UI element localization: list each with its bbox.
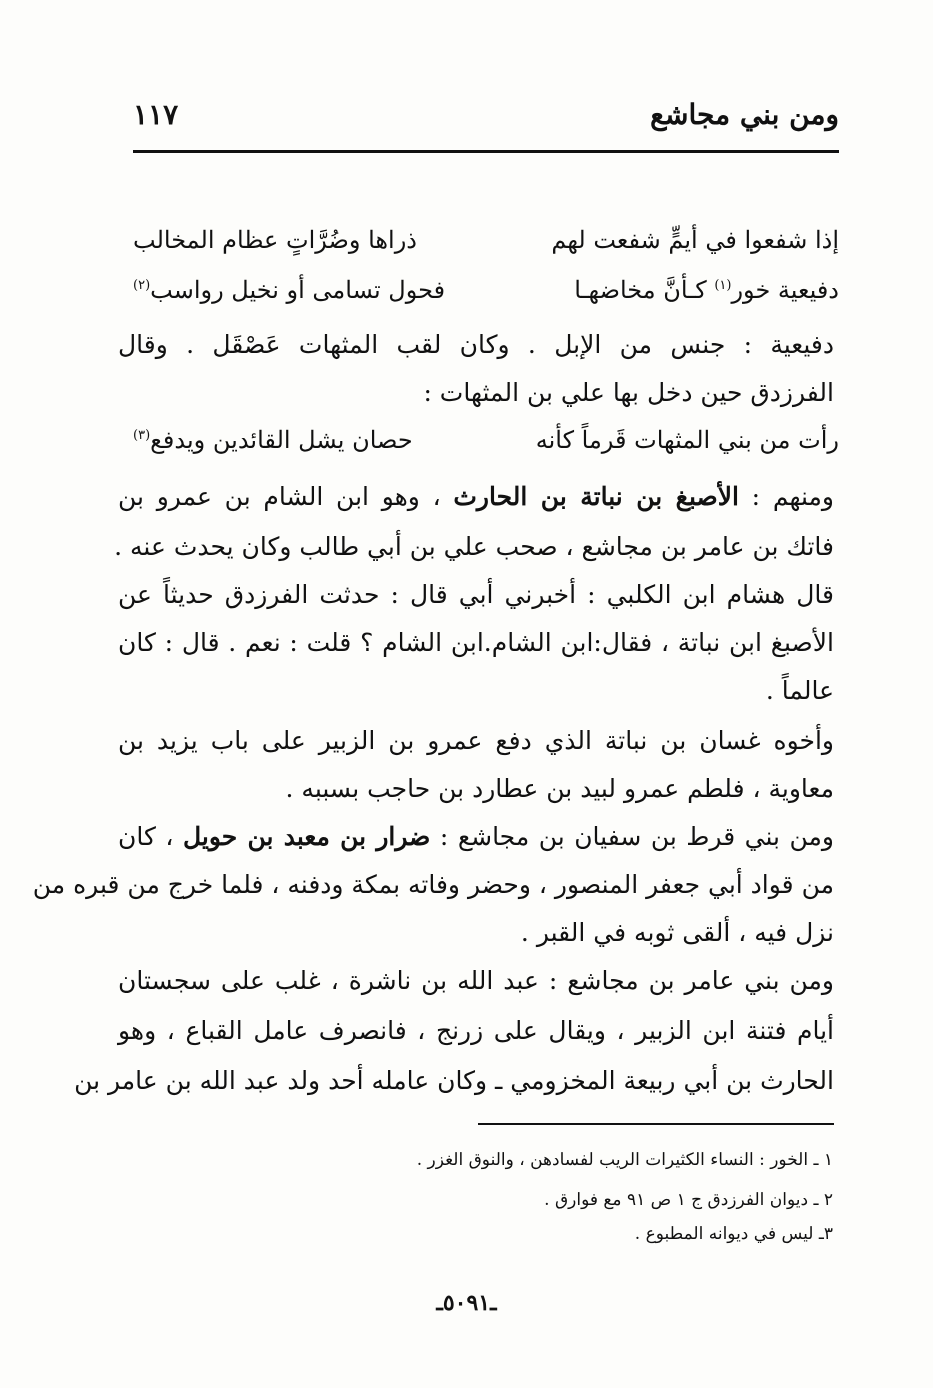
para2-line5: عالماً . [765,676,834,705]
header-page-number: ١١٧ [133,98,179,131]
verse-line-1 [133,226,839,266]
para1-line1: دفيعية : جنس من الإبل . وكان لقب المثهات عَصْقَل . وقال [118,330,834,359]
para4-lead: ومن بني قرط بن سفيان بن مجاشع : [430,822,835,851]
verse-2-second-hemistich [133,276,445,304]
para2-rest: ، وهو ابن الشام بن عمرو بن [118,482,454,511]
header-title: ومن بني مجاشع [650,98,839,131]
person-name-asbagh: الأصبغ بن نباتة بن الحارث [453,482,739,511]
para2-line4: الأصبغ ابن نباتة ، فقال:ابن الشام.ابن الشام ؟ قلت : نعم . قال : كان [118,628,834,657]
para5-line2: أيام فتنة ابن الزبير ، ويقال على زرنج ، فانصرف عامل القباع ، وهو [118,1016,834,1045]
verse-2-text-c: فحول تسامى أو نخيل رواسب [150,276,446,304]
para4-line2: من قواد أبي جعفر المنصور ، وحضر وفاته بمكة ودفنه ، فلما خرج من قبره من [32,870,834,899]
para4-rest: ، كان [118,822,183,851]
verse-3-text: حصان يشل القائدين ويدفع [150,426,413,454]
para5-line3: الحارث بن أبي ربيعة المخزومي ـ وكان عامله أحد ولد عبد الله بن عامر بن [74,1066,834,1095]
verse-1-second-hemistich: ذراها وضُرَّاتٍ عظام المخالب [133,226,417,254]
footnote-3: ٣ـ ليس في ديوانه المطبوع . [634,1224,833,1244]
footnote-2: ٢ ـ ديوان الفرزدق ج ١ ص ٩١ مع فوارق . [544,1190,833,1210]
para3-line2: معاوية ، فلطم عمرو لبيد بن عطارد بن حاجب بسببه . [285,774,834,803]
person-name-dirar: ضرار بن معبد بن حويل [182,822,431,851]
running-header [133,98,839,148]
verse-2-text-b: كـأنَّ مخاضهـا [574,276,715,304]
para2-line1 [118,482,834,526]
para2-line2: فاتك بن عامر بن مجاشع ، صحب علي بن أبي طالب وكان يحدث عنه . [114,532,834,561]
para2-line3: قال هشام ابن الكلبي : أخبرني أبي قال : حدثت الفرزدق حديثاً عن [118,580,834,609]
para2-lead: ومنهم : [738,482,834,511]
verse-2-first-hemistich [574,276,839,304]
para4-line3: نزل فيه ، ألقى ثوبه في القبر . [520,918,834,947]
footnote-1: ١ ـ الخور : النساء الكثيرات الريب لفسادهن ، والنوق الغزر . [416,1150,833,1170]
verse-1-first-hemistich: إذا شفعوا في أيمٍّ شفعت لهم [551,226,839,254]
para1-line2: الفرزدق حين دخل بها علي بن المثهات : [423,378,834,407]
verse-3-first-hemistich: رأت من بني المثهات قَرماً كأنه [535,426,839,454]
verse-2-text-a: دفيعية خور [731,276,839,304]
footnote-marker-1: (١) [714,278,732,293]
header-rule [133,150,839,153]
verse-line-2 [133,276,839,316]
para5-line1: ومن بني عامر بن مجاشع : عبد الله بن ناشرة ، غلب على سجستان [118,966,834,995]
footnote-marker-3: (٣) [133,428,151,443]
para3-line1: وأخوه غسان بن نباتة الذي دفع عمرو بن الزبير على باب يزيد بن [118,726,834,755]
footnote-rule [478,1123,834,1125]
footnote-marker-2: (٢) [133,278,151,293]
page-number: ـ٥٠٩١ـ [436,1290,497,1316]
verse-3-second-hemistich [133,426,413,454]
verse-line-3 [133,426,839,466]
para4-line1 [118,822,834,866]
